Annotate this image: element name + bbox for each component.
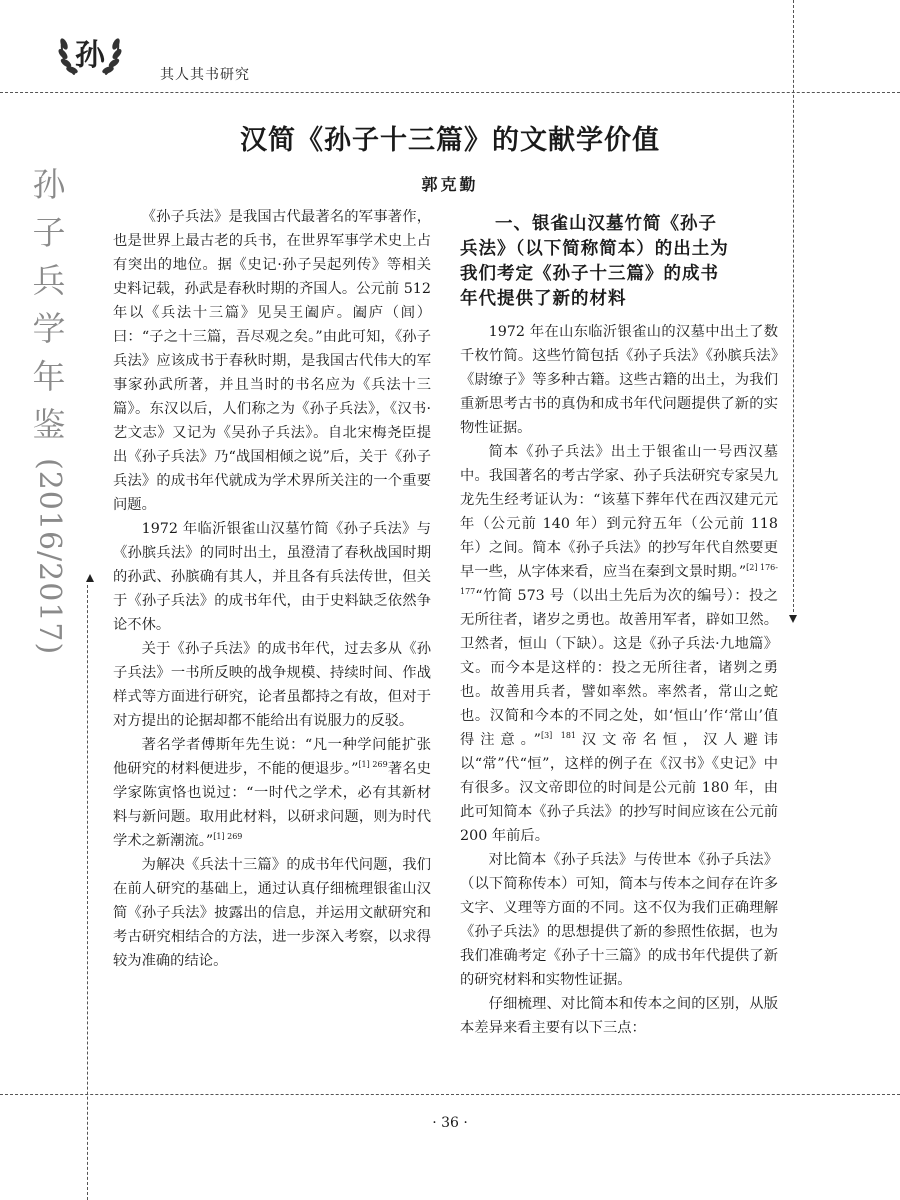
paragraph [113,733,431,853]
journal-title-char: 年 [32,357,66,396]
journal-title-char: 鉴 [32,405,66,444]
section-heading [460,212,778,312]
journal-title-char: 孙 [32,165,66,204]
section-heading-line: 兵法》（以下简称简本）的出土为 [460,239,729,259]
right-column [460,320,778,1040]
logo-glyph: 孙 [75,38,105,73]
arrow-down-icon [789,615,797,623]
paragraph: 关于《孙子兵法》的成书年代，过去多从《孙子兵法》一书所反映的战争规模、持续时间、作战样式等方面进行研究，论者虽都持之有故，但对于对方提出的论据却都不能给出有说服力的反驳。 [113,641,431,729]
left-column [113,205,431,973]
journal-year: (2016/2017) [32,458,67,656]
paragraph: 为解决《兵法十三篇》的成书年代问题，我们在前人研究的基础上，通过认真仔细梳理银雀山汉简《孙子兵法》披露出的信息，并运用文献研究和考古研究相结合的方法，进一步深入考察，以求得较为准确的结论。 [113,857,431,969]
article-title: 汉简《孙子十三篇》的文献学价值 [240,125,660,156]
vertical-journal-title [26,165,72,656]
journal-logo-icon [52,22,128,84]
paragraph-text: 著名史学家陈寅恪也说过：“一时代之学术，必有其新材料与新问题。取用此材料，以研求问题，则为时代学术之新潮流。” [113,761,431,849]
journal-title-char: 学 [32,309,66,348]
paragraph: 1972 年在山东临沂银雀山的汉墓中出土了数千枚竹简。这些竹简包括《孙子兵法》《孙膑兵法》《尉缭子》等多种古籍。这些古籍的出土，为我们重新思考古书的真伪和成书年代问题提供了新的实物性证据。 [460,324,778,436]
citation: [3] 181 [540,731,576,740]
paragraph: 1972 年临沂银雀山汉墓竹简《孙子兵法》与《孙膑兵法》的同时出土，虽澄清了春秋战国时期的孙武、孙膑确有其人，并且各有兵法传世，但关于《孙子兵法》的成书年代，由于史料缺乏依然争论不休。 [113,521,431,633]
journal-title-char: 子 [32,213,66,252]
section-header-label: 其人其书研究 [160,67,250,83]
paragraph-text: 简本《孙子兵法》出土于银雀山一号西汉墓中。我国著名的考古学家、孙子兵法研究专家吴九龙先生经考证认为：“该墓下葬年代在西汉建元元年（公元前 140 年）到元狩五年（公元前 118 年）之间。简本《孙子兵法》的抄写年代自然要更早一些，从字体来看，应当在秦到文景时期。” [460,444,778,580]
section-heading-line: 年代提供了新的材料 [460,289,627,309]
paragraph: 《孙子兵法》是我国古代最著名的军事著作，也是世界上最古老的兵书，在世界军事学术史上占有突出的地位。据《史记·孙子吴起列传》等相关史料记载，孙武是春秋时期的齐国人。公元前 512 年以《兵法十三篇》见吴王阖庐。阖庐（闾）曰：“子之十三篇，吾尽观之矣。”由此可知，《孙子兵法》应该成书于春秋时期，是我国古代伟大的军事家孙武所著，并且当时的书名应为《兵法十三篇》。东汉以后，人们称之为《孙子兵法》，《汉书·艺文志》又记为《吴孙子兵法》。自北宋梅尧臣提出《孙子兵法》乃“战国相倾之说”后，关于《孙子兵法》的成书年代就成为学术界所关注的一个重要问题。 [113,209,431,513]
arrow-up-icon [86,574,94,582]
section-heading-line: 我们考定《孙子十三篇》的成书 [460,264,719,284]
journal-title-char: 兵 [32,261,66,300]
paragraph-text: 汉文帝名恒，汉人避讳以“常”代“恒”，这样的例子在《汉书》《史记》中有很多。汉文帝即位的时间是公元前 180 年，由此可知简本《孙子兵法》的抄写时间应该在公元前 200 年前后。 [460,732,778,844]
paragraph [460,440,778,848]
paragraph-text: “竹简 573 号（以出土先后为次的编号）：投之无所往者，诸岁之勇也。故善用军者，辟如卫然。卫然者，恒山（下缺）。这是《孙子兵法·九地篇》文。而今本是这样的：投之无所往者，诸刿之勇也。故善用兵者，譬如率然。率然者，常山之蛇也。汉简和今本的不同之处，如‘恒山’作‘常山’值得注意。” [460,588,778,748]
paragraph: 仔细梳理、对比简本和传本之间的区别，从版本差异来看主要有以下三点： [460,996,778,1036]
right-margin-line [793,0,794,612]
footer-divider [0,1094,900,1095]
citation: [1] 269 [358,760,388,769]
citation: [2] 176-177 [460,563,778,596]
paragraph: 对比简本《孙子兵法》与传世本《孙子兵法》（以下简称传本）可知，简本与传本之间存在许多文字、义理等方面的不同。这不仅为我们正确理解《孙子兵法》的思想提供了新的参照性依据，也为我们准确考定《孙子十三篇》的成书年代提供了新的研究材料和实物性证据。 [460,852,778,988]
page-number: · 36 · [432,1115,468,1131]
article-author: 郭克勤 [421,175,479,194]
paragraph-text: 著名学者傅斯年先生说：“凡一种学问能扩张他研究的材料便进步，不能的便退步。” [113,737,431,777]
header-divider [0,92,900,93]
citation: [1] 269 [213,832,243,841]
section-heading-line: 一、银雀山汉墓竹简《孙子 [495,214,717,234]
left-margin-line [87,585,88,1200]
